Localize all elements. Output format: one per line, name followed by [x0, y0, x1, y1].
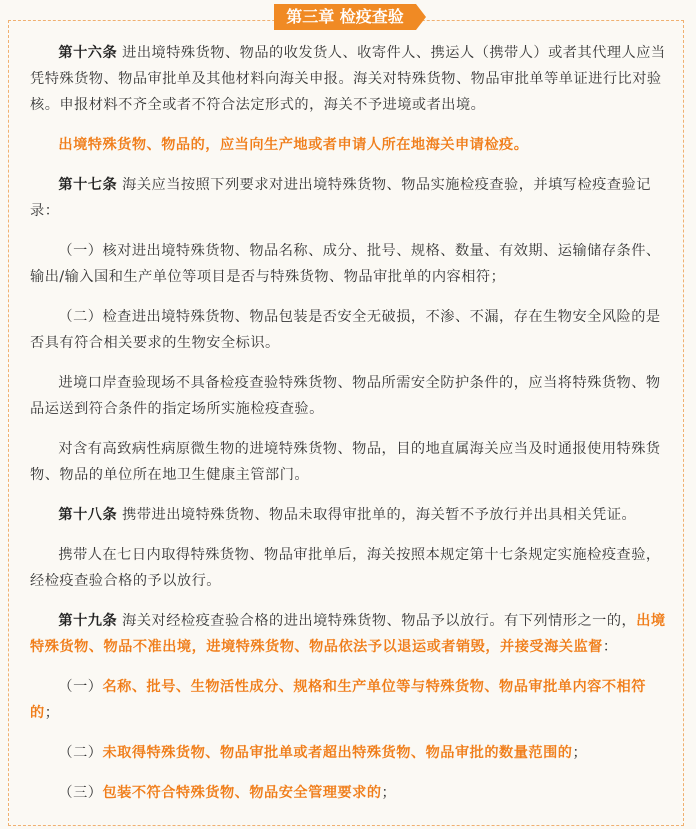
highlighted-text: 包装不符合特殊货物、物品安全管理要求的 [102, 785, 382, 801]
paragraph-article-17 [30, 172, 672, 224]
paragraph-seven-days [30, 542, 672, 594]
paragraph-text: 海关对经检疫查验合格的进出境特殊货物、物品予以放行。有下列情形之一的， [117, 613, 637, 629]
item-prefix: （一） [58, 679, 103, 695]
paragraph-notify [30, 436, 672, 488]
paragraph-article-19 [30, 608, 672, 660]
paragraph-article-18 [30, 502, 672, 528]
highlighted-text: 出境特殊货物、物品的，应当向生产地或者申请人所在地海关申请检疫。 [58, 137, 529, 153]
highlighted-text: 出境特殊货物、物品不准出境，进境特殊货物、物品依法予以退运或者销毁，并接受海关监督 [30, 613, 666, 655]
paragraph-text: 进境口岸查验现场不具备检疫查验特殊货物、物品所需安全防护条件的，应当将特殊货物、物品运送到符合条件的指定场所实施检疫查验。 [30, 375, 661, 417]
highlighted-text: 未取得特殊货物、物品审批单或者超出特殊货物、物品审批的数量范围的 [102, 745, 573, 761]
item-prefix: （三） [58, 785, 103, 801]
article-label: 第十七条 [58, 177, 118, 193]
paragraph-text: （一）核对进出境特殊货物、物品名称、成分、批号、规格、数量、有效期、运输储存条件、输出/输入国和生产单位等项目是否与特殊货物、物品审批单的内容相符； [30, 243, 661, 285]
paragraph-text: （二）检查进出境特殊货物、物品包装是否安全无破损，不渗、不漏，存在生物安全风险的是否具有符合相关要求的生物安全标识。 [30, 309, 661, 351]
article-label: 第十六条 [58, 45, 118, 61]
paragraph-highlight [30, 132, 672, 158]
paragraph-text: 海关应当按照下列要求对进出境特殊货物、物品实施检疫查验，并填写检疫查验记录： [30, 177, 651, 219]
article-label: 第十九条 [58, 613, 118, 629]
paragraph-item-2 [30, 304, 672, 356]
paragraph-case-2 [30, 740, 672, 766]
paragraph-onsite [30, 370, 672, 422]
article-label: 第十八条 [58, 507, 118, 523]
paragraph-item-1 [30, 238, 672, 290]
paragraph-text: ： [602, 639, 618, 655]
paragraph-text: 携带进出境特殊货物、物品未取得审批单的，海关暂不予放行并出具相关凭证。 [117, 507, 637, 523]
item-prefix: （二） [58, 745, 103, 761]
item-suffix: ； [572, 745, 588, 761]
paragraph-text: 携带人在七日内取得特殊货物、物品审批单后，海关按照本规定第十七条规定实施检疫查验，经检疫查验合格的予以放行。 [30, 547, 661, 589]
highlighted-text: 名称、批号、生物活性成分、规格和生产单位等与特殊货物、物品审批单内容不相符的 [30, 679, 646, 721]
paragraph-case-1 [30, 674, 672, 726]
item-suffix: ； [381, 785, 397, 801]
document-body [30, 40, 672, 820]
paragraph-text: 对含有高致病性病原微生物的进境特殊货物、物品，目的地直属海关应当及时通报使用特殊货物、物品的单位所在地卫生健康主管部门。 [30, 441, 661, 483]
item-suffix: ； [44, 705, 60, 721]
paragraph-article-16 [30, 40, 672, 118]
chapter-header [0, 4, 696, 30]
paragraph-case-3 [30, 780, 672, 806]
chapter-title: 第三章 检疫查验 [274, 4, 416, 30]
paragraph-text: 进出境特殊货物、物品的收发货人、收寄件人、携运人（携带人）或者其代理人应当凭特殊货物、物品审批单及其他材料向海关申报。海关对特殊货物、物品审批单等单证进行比对验核。申报材料不齐全或者不符合法定形式的，海关不予进境或者出境。 [30, 45, 666, 113]
